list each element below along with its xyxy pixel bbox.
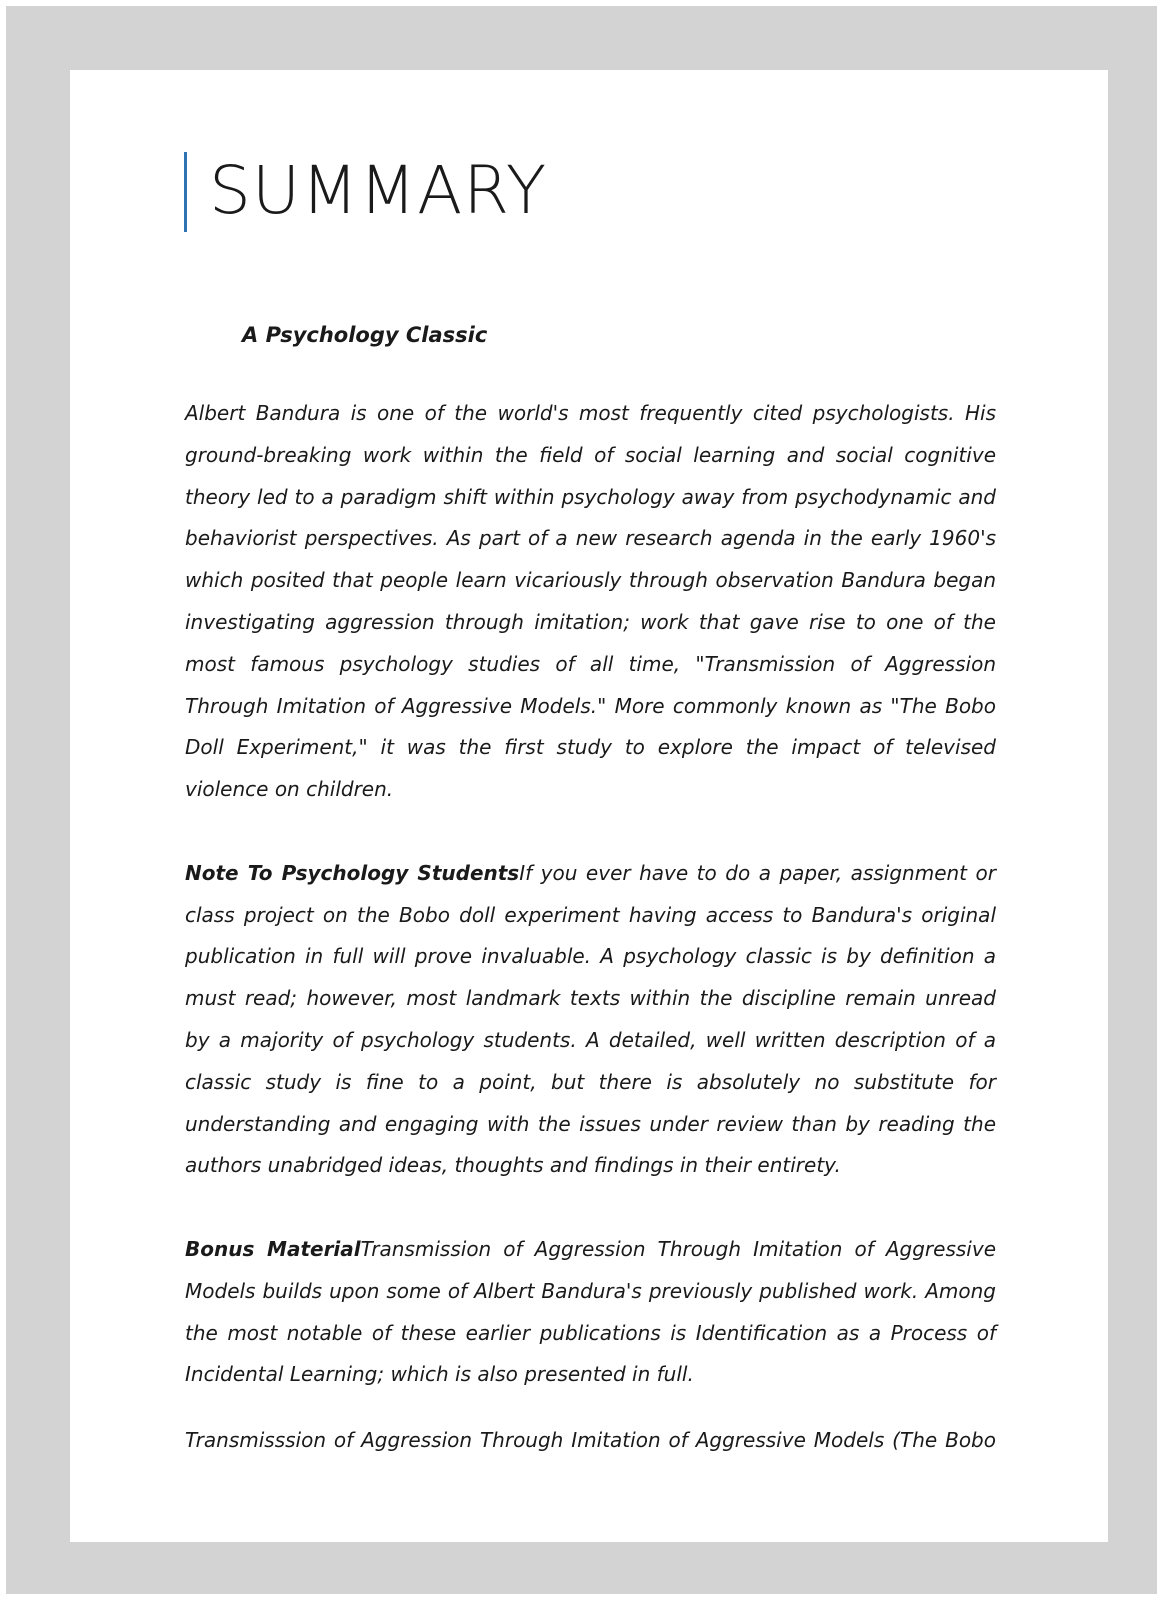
page-title: SUMMARY bbox=[209, 152, 548, 229]
paragraph-note-lead: Note To Psychology Students bbox=[185, 860, 520, 885]
paragraph-note bbox=[185, 853, 996, 1187]
paragraph-bonus-text: Transmission of Aggression Through Imitation of Aggressive Models builds upon some of Albert Bandura's previously published work. Among the most notable of these earlier publications is Identification as a Process of Incidental Learning; which is also presented in full. bbox=[185, 1236, 997, 1387]
subtitle: A Psychology Classic bbox=[242, 323, 488, 347]
document-page bbox=[70, 70, 1108, 1542]
title-accent-bar bbox=[184, 152, 187, 232]
truncated-line: Transmisssion of Aggression Through Imitation of Aggressive Models (The Bobo bbox=[185, 1428, 996, 1452]
paragraph-bonus bbox=[185, 1229, 996, 1396]
paragraph-intro bbox=[185, 393, 996, 811]
paragraph-note-text: If you ever have to do a paper, assignment or class project on the Bobo doll experiment having access to Bandura's original publication in full will prove invaluable. A psychology classic is by definition a must read; however, most landmark texts within the discipline remain unread by a majority of psychology students. A detailed, well written description of a classic study is fine to a point, but there is absolutely no substitute for understanding and engaging with the issues under review than by reading the authors unabridged ideas, thoughts and findings in their entirety. bbox=[185, 860, 996, 1178]
body-text bbox=[185, 393, 996, 1438]
page-frame bbox=[6, 6, 1157, 1594]
paragraph-intro-text: Albert Bandura is one of the world's most frequently cited psychologists. His ground-breaking work within the field of social learning and social cognitive theory led to a paradigm shift within psychology away from psychodynamic and behaviorist perspectives. As part of a new research agenda in the early 1960's which posited that people learn vicariously through observation Bandura began investigating aggression through imitation; work that gave rise to one of the most famous psychology studies of all time, "Transmission of Aggression Through Imitation of Aggressive Models." More commonly known as "The Bobo Doll Experiment," it was the first study to explore the impact of televised violence on children. bbox=[185, 401, 996, 802]
paragraph-bonus-lead: Bonus Material bbox=[185, 1236, 361, 1261]
